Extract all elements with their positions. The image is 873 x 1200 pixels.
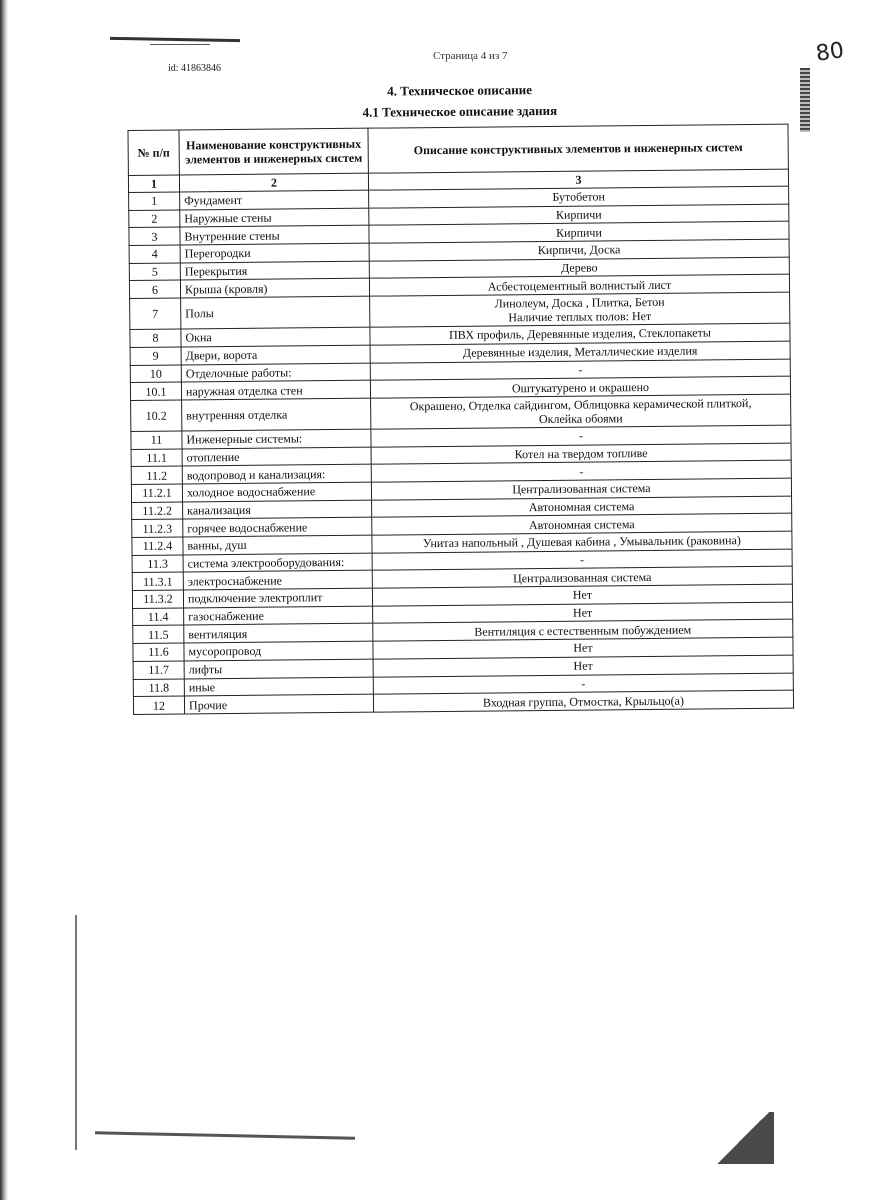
row-name: Отделочные работы: bbox=[181, 363, 370, 383]
row-name: Перегородки bbox=[180, 243, 369, 263]
description-line: Оклейка обоями bbox=[538, 411, 623, 426]
row-number: 11.3.1 bbox=[132, 572, 183, 590]
index-cell: 3 bbox=[368, 169, 788, 190]
row-name: горячее водоснабжение bbox=[183, 517, 372, 537]
scan-artifact-line bbox=[75, 915, 77, 1150]
row-description: Нет bbox=[372, 584, 792, 606]
row-description: Входная группа, Отмостка, Крыльцо(а) bbox=[373, 690, 793, 712]
row-number: 11.2 bbox=[131, 466, 182, 484]
row-number: 11.3 bbox=[132, 555, 183, 573]
row-name: Двери, ворота bbox=[181, 345, 370, 365]
row-number: 10.1 bbox=[130, 382, 181, 400]
row-name: электроснабжение bbox=[183, 571, 372, 591]
row-number: 11.2.1 bbox=[131, 484, 182, 502]
row-description: Централизованная система bbox=[372, 567, 792, 589]
row-name: Прочие bbox=[184, 694, 373, 714]
row-name: вентиляция bbox=[184, 624, 373, 644]
row-description: Кирпичи bbox=[369, 204, 789, 226]
scan-artifact-line bbox=[110, 37, 240, 42]
index-cell: 1 bbox=[128, 175, 179, 192]
scan-artifact-corner bbox=[712, 1112, 774, 1164]
row-name: водопровод и канализация: bbox=[182, 464, 371, 484]
header-description: Описание конструктивных элементов и инженерных систем bbox=[368, 124, 788, 173]
row-number: 11.2.3 bbox=[132, 519, 183, 537]
row-name: иные bbox=[184, 677, 373, 697]
row-description bbox=[371, 394, 791, 429]
row-description: - bbox=[373, 673, 793, 695]
row-name: Наружные стены bbox=[180, 208, 369, 228]
row-number: 11.2.4 bbox=[132, 537, 183, 555]
index-cell: 2 bbox=[179, 173, 368, 192]
row-name: Перекрытия bbox=[180, 261, 369, 281]
row-description: Централизованная система bbox=[371, 478, 791, 500]
header-element-name: Наименование конструктивных элементов и инженерных систем bbox=[179, 128, 368, 175]
row-number: 10.2 bbox=[131, 400, 182, 431]
row-description: Нет bbox=[373, 637, 793, 659]
row-name: Фундамент bbox=[180, 190, 369, 210]
row-number: 11.3.2 bbox=[132, 590, 183, 608]
row-number: 8 bbox=[130, 329, 181, 347]
row-description: Котел на твердом топливе bbox=[371, 443, 791, 465]
row-name: Полы bbox=[181, 296, 370, 329]
row-name: наружная отделка стен bbox=[181, 380, 370, 400]
row-number: 11.8 bbox=[133, 678, 184, 696]
handwritten-page-number: 80 bbox=[814, 38, 846, 67]
row-description: Оштукатурено и окрашено bbox=[370, 376, 790, 398]
row-number: 11.4 bbox=[133, 608, 184, 626]
row-description: Бутобетон bbox=[369, 186, 789, 208]
row-description: - bbox=[371, 425, 791, 447]
row-number: 3 bbox=[129, 227, 180, 245]
scan-artifact-line bbox=[95, 1131, 355, 1139]
row-number: 11 bbox=[131, 431, 182, 449]
scan-artifact-marks bbox=[800, 68, 810, 132]
row-name: Инженерные системы: bbox=[182, 429, 371, 449]
description-line: Наличие теплых полов: Нет bbox=[508, 309, 652, 325]
row-number: 2 bbox=[129, 210, 180, 228]
row-description: Деревянные изделия, Металлические изделия bbox=[370, 341, 790, 363]
row-name: система электрооборудования: bbox=[183, 553, 372, 573]
row-number: 10 bbox=[130, 364, 181, 382]
row-name: внутренняя отделка bbox=[182, 398, 371, 431]
row-name: лифты bbox=[184, 659, 373, 679]
row-number: 11.1 bbox=[131, 449, 182, 467]
row-description: Нет bbox=[373, 655, 793, 677]
scan-artifact-line bbox=[150, 44, 210, 45]
row-description: Автономная система bbox=[372, 496, 792, 518]
row-description bbox=[370, 292, 790, 327]
row-number: 5 bbox=[129, 263, 180, 281]
row-number: 11.7 bbox=[133, 661, 184, 679]
row-description: - bbox=[370, 359, 790, 381]
row-name: отопление bbox=[182, 447, 371, 467]
row-description: - bbox=[371, 460, 791, 482]
row-number: 4 bbox=[129, 245, 180, 263]
table-body bbox=[129, 186, 794, 714]
row-description: Автономная система bbox=[372, 513, 792, 535]
row-description: Кирпичи bbox=[369, 222, 789, 244]
row-number: 11.2.2 bbox=[132, 502, 183, 520]
page-number: Страница 4 из 7 bbox=[433, 50, 508, 62]
row-name: Внутренние стены bbox=[180, 226, 369, 246]
row-name: газоснабжение bbox=[184, 606, 373, 626]
row-name: Окна bbox=[181, 327, 370, 347]
section-title: 4. Техническое описание bbox=[387, 82, 533, 99]
row-number: 7 bbox=[130, 298, 181, 329]
row-name: подключение электроплит bbox=[183, 588, 372, 608]
description-line: Окрашено, Отделка сайдингом, Облицовка керамической плиткой, bbox=[409, 395, 752, 414]
row-description: Дерево bbox=[369, 257, 789, 279]
document-sheet bbox=[127, 74, 798, 715]
row-name: холодное водоснабжение bbox=[182, 482, 371, 502]
row-description: Нет bbox=[373, 602, 793, 624]
row-description: Асбестоцементный волнистый лист bbox=[369, 275, 789, 297]
header-number: № п/п bbox=[128, 130, 179, 175]
row-name: канализация bbox=[183, 500, 372, 520]
row-number: 11.6 bbox=[133, 643, 184, 661]
row-description: Унитаз напольный , Душевая кабина , Умывальник (раковина) bbox=[372, 531, 792, 553]
description-line: Линолеум, Доска , Плитка, Бетон bbox=[494, 294, 665, 311]
row-name: ванны, душ bbox=[183, 535, 372, 555]
row-number: 6 bbox=[129, 280, 180, 298]
row-name: Крыша (кровля) bbox=[180, 279, 369, 299]
subsection-title: 4.1 Техническое описание здания bbox=[362, 102, 558, 120]
row-name: мусоропровод bbox=[184, 641, 373, 661]
row-description: Вентиляция с естественным побуждением bbox=[373, 620, 793, 642]
technical-description-table bbox=[127, 124, 794, 715]
row-description: - bbox=[372, 549, 792, 571]
row-number: 9 bbox=[130, 347, 181, 365]
table-header-row bbox=[128, 124, 788, 175]
document-id: id: 41863846 bbox=[168, 63, 222, 74]
row-description: Кирпичи, Доска bbox=[369, 239, 789, 261]
row-number: 11.5 bbox=[133, 625, 184, 643]
row-description: ПВХ профиль, Деревянные изделия, Стеклопакеты bbox=[370, 323, 790, 345]
row-number: 1 bbox=[129, 192, 180, 210]
scan-edge-shadow bbox=[0, 0, 8, 1200]
row-number: 12 bbox=[133, 696, 184, 714]
